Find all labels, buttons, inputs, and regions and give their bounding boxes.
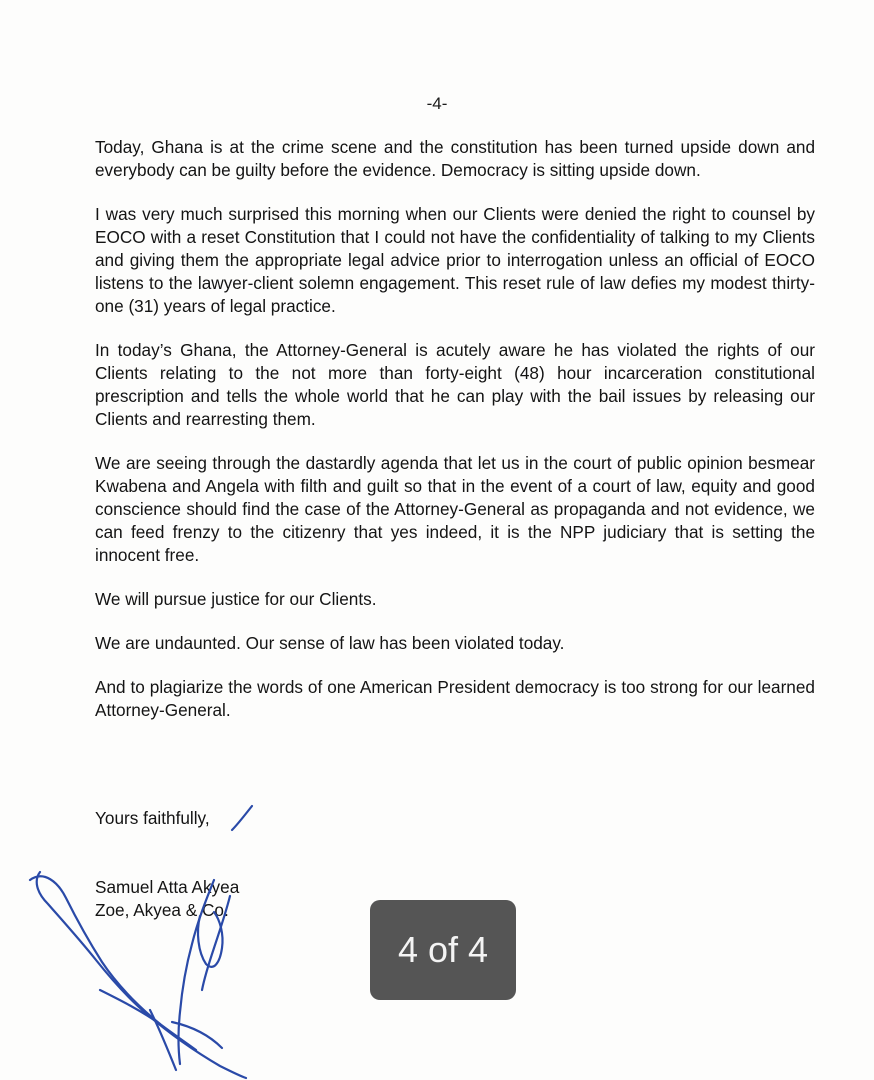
paragraph-4: We are seeing through the dastardly agenda that let us in the court of public opinion besmear Kwabena and Angela with filth and guilt so that in the event of a court of law, equity and good conscience should find the case of the Attorney-General as propaganda and not evidence, we can feed frenzy to the citizenry that yes indeed, it is the NPP judiciary that is setting the innocent free. — [95, 453, 815, 565]
paragraph-7: And to plagiarize the words of one American President democracy is too strong for our learned Attorney-General. — [95, 677, 815, 720]
letter-body — [95, 136, 815, 743]
signatory-firm: Zoe, Akyea & Co. — [95, 900, 229, 920]
signatory-name: Samuel Atta Akyea — [95, 877, 240, 897]
page-number: -4- — [426, 94, 448, 113]
page-indicator: 4 of 4 — [370, 900, 516, 1000]
paragraph-5: We will pursue justice for our Clients. — [95, 589, 377, 609]
paragraph-6: We are undaunted. Our sense of law has been violated today. — [95, 633, 565, 653]
paragraph-2: I was very much surprised this morning when our Clients were denied the right to counsel by EOCO with a reset Constitution that I could not have the confidentiality of talking to my Clients and giving them the appropriate legal advice prior to interrogation unless an official of EOCO listens to the lawyer-client solemn engagement. This reset rule of law defies my modest thirty-one (31) years of legal practice. — [95, 204, 815, 316]
closing-salutation: Yours faithfully, — [95, 808, 210, 828]
paragraph-3: In today’s Ghana, the Attorney-General is acutely aware he has violated the rights of our Clients relating to the not more than forty-eight (48) hour incarceration constitutional prescription and tells the whole world that he can play with the bail issues by releasing our Clients and rearresting them. — [95, 340, 815, 429]
paragraph-1: Today, Ghana is at the crime scene and the constitution has been turned upside down and everybody can be guilty before the evidence. Democracy is sitting upside down. — [95, 137, 815, 180]
signature-block — [95, 876, 239, 922]
